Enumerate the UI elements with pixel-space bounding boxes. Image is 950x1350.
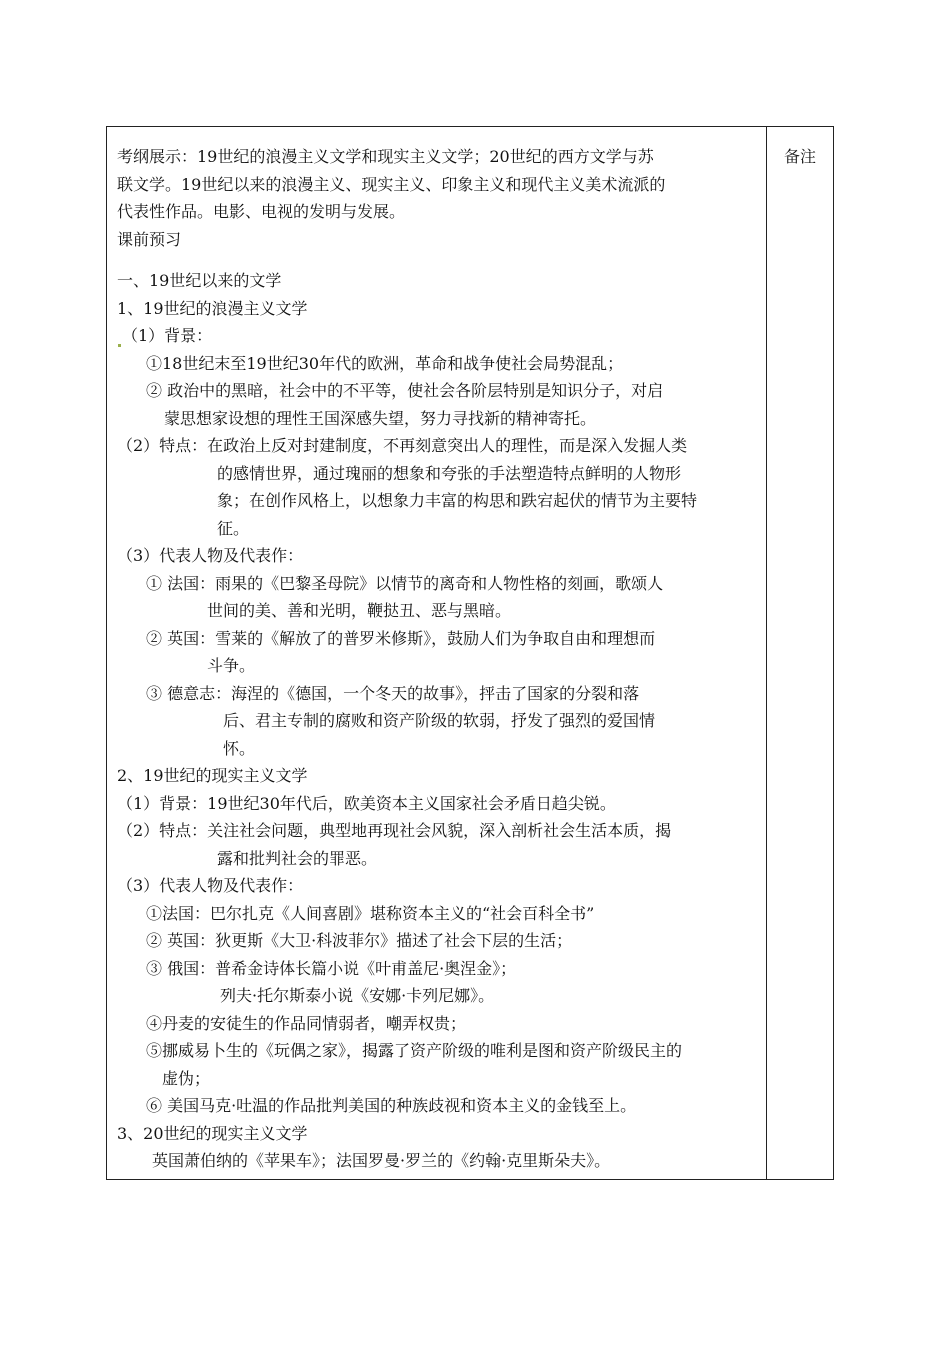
preview-title: 课前预习 xyxy=(117,229,182,249)
list-item: ①18世纪末至19世纪30年代的欧洲，革命和战争使社会局势混乱； xyxy=(146,353,624,373)
subsection-title: 1、19世纪的浪漫主义文学 xyxy=(117,298,308,318)
section-title: 一、19世纪以来的文学 xyxy=(117,271,282,290)
list-item: ③ 俄国：普希金诗体长篇小说《叶甫盖尼·奥涅金》； xyxy=(146,958,517,978)
list-item-cont: 世间的美、善和光明，鞭挞丑、恶与黑暗。 xyxy=(207,601,512,620)
subsection-title: 3、20世纪的现实主义文学 xyxy=(117,1123,308,1143)
list-item: ③ 德意志：海涅的《德国，一个冬天的故事》，抨击了国家的分裂和落 xyxy=(146,683,640,703)
item-label: （1）背景：19世纪30年代后，欧美资本主义国家社会矛盾日趋尖锐。 xyxy=(117,793,616,813)
feature-line: 象；在创作风格上，以想象力丰富的构思和跌宕起伏的情节为主要特 xyxy=(217,491,698,510)
feature-line: （2）特点：关注社会问题，典型地再现社会风貌，深入剖析社会生活本质，揭 xyxy=(117,821,672,840)
feature-line: 征。 xyxy=(217,518,250,538)
main-content xyxy=(117,143,755,1175)
feature-line: （2）特点：在政治上反对封建制度，不再刻意突出人的理性，而是深入发掘人类 xyxy=(117,436,688,455)
column-divider xyxy=(766,127,767,1179)
feature-line: 的感情世界，通过瑰丽的想象和夸张的手法塑造特点鲜明的人物形 xyxy=(217,463,682,483)
list-item: ⑤挪威易卜生的《玩偶之家》，揭露了资产阶级的唯利是图和资产阶级民主的 xyxy=(146,1041,683,1060)
intro-line: 联文学。19世纪以来的浪漫主义、现实主义、印象主义和现代主义美术流派的 xyxy=(117,174,666,194)
list-item: ② 英国：狄更斯《大卫·科波菲尔》描述了社会下层的生活； xyxy=(146,931,573,950)
list-item-cont: 虚伪； xyxy=(162,1068,211,1088)
list-item-cont: 怀。 xyxy=(223,738,256,758)
stray-mark xyxy=(118,344,121,347)
list-item: ② 英国：雪莱的《解放了的普罗米修斯》，鼓励人们为争取自由和理想而 xyxy=(146,628,656,648)
subsection-title: 2、19世纪的现实主义文学 xyxy=(117,766,308,785)
lesson-table xyxy=(106,126,834,1180)
intro-line: 代表性作品。电影、电视的发明与发展。 xyxy=(117,202,406,221)
list-item: ⑥ 美国马克·吐温的作品批判美国的种族歧视和资本主义的金钱至上。 xyxy=(146,1096,637,1115)
feature-line: 露和批判社会的罪恶。 xyxy=(217,848,378,868)
list-item: ④丹麦的安徒生的作品同情弱者，嘲弄权贵； xyxy=(146,1013,467,1033)
list-item: ② 政治中的黑暗，社会中的不平等，使社会各阶层特别是知识分子，对启 xyxy=(146,381,664,400)
item-label xyxy=(117,322,755,350)
item-label: （3）代表人物及代表作： xyxy=(117,546,304,565)
list-item-cont: 蒙思想家设想的理性王国深感失望，努力寻找新的精神寄托。 xyxy=(164,408,597,428)
background-label: （1）背景： xyxy=(122,326,213,345)
list-item-cont: 斗争。 xyxy=(207,656,256,675)
list-item: ① 法国：雨果的《巴黎圣母院》以情节的离奇和人物性格的刻画，歌颂人 xyxy=(146,573,664,593)
paragraph: 英国萧伯纳的《苹果车》；法国罗曼·罗兰的《约翰·克里斯朵夫》。 xyxy=(152,1151,611,1170)
list-item-cont: 列夫·托尔斯泰小说《安娜·卡列尼娜》。 xyxy=(220,986,495,1005)
list-item: ①法国：巴尔扎克《人间喜剧》堪称资本主义的“社会百科全书” xyxy=(146,903,595,923)
intro-line: 考纲展示：19世纪的浪漫主义文学和现实主义文学；20世纪的西方文学与苏 xyxy=(117,147,654,166)
remark-column-header: 备注 xyxy=(784,147,817,166)
list-item-cont: 后、君主专制的腐败和资产阶级的软弱，抒发了强烈的爱国情 xyxy=(223,711,656,730)
item-label: （3）代表人物及代表作： xyxy=(117,876,304,895)
